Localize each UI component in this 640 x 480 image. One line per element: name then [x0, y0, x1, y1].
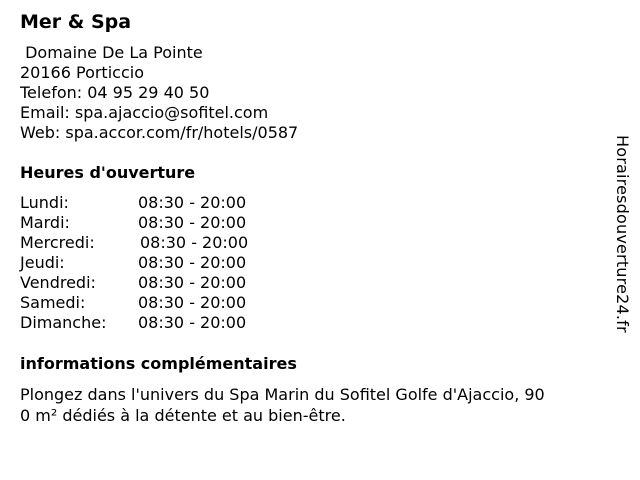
time-range: 08:30 - 20:00 [138, 313, 247, 332]
time-range: 08:30 - 20:00 [138, 293, 247, 312]
site-watermark: Horairesdouverture24.fr [613, 135, 632, 333]
day-label: Jeudi: [20, 253, 65, 272]
hours-row-friday [20, 273, 248, 293]
address-block [20, 43, 298, 143]
time-range: 08:30 - 20:00 [138, 273, 247, 292]
hours-row-thursday [20, 253, 248, 273]
day-label: Dimanche: [20, 313, 107, 332]
time-range: 08:30 - 20:00 [138, 253, 247, 272]
hours-row-saturday [20, 293, 248, 313]
day-label: Lundi: [20, 193, 69, 212]
phone-number: Telefon: 04 95 29 40 50 [20, 83, 210, 102]
email-address: Email: spa.ajaccio@sofitel.com [20, 103, 269, 122]
additional-info-text: Plongez dans l'univers du Spa Marin du Sofitel Golfe d'Ajaccio, 900 m² dédiés à la détente et au bien-être. [20, 385, 545, 425]
day-label: Mardi: [20, 213, 70, 232]
hours-row-sunday [20, 313, 248, 333]
time-range: 08:30 - 20:00 [140, 233, 249, 252]
day-label: Samedi: [20, 293, 86, 312]
opening-hours-heading: Heures d'ouverture [20, 163, 196, 182]
hours-row-wednesday [20, 233, 248, 253]
website-url: Web: spa.accor.com/fr/hotels/0587 [20, 123, 299, 142]
additional-info-heading: informations complémentaires [20, 354, 297, 373]
business-name: Mer & Spa [20, 11, 132, 33]
time-range: 08:30 - 20:00 [138, 193, 247, 212]
postal-city: 20166 Porticcio [20, 63, 144, 82]
street-address: Domaine De La Pointe [20, 43, 203, 62]
time-range: 08:30 - 20:00 [138, 213, 247, 232]
opening-hours-table [20, 193, 248, 333]
hours-row-tuesday [20, 213, 248, 233]
day-label: Mercredi: [20, 233, 95, 252]
hours-row-monday [20, 193, 248, 213]
day-label: Vendredi: [20, 273, 96, 292]
